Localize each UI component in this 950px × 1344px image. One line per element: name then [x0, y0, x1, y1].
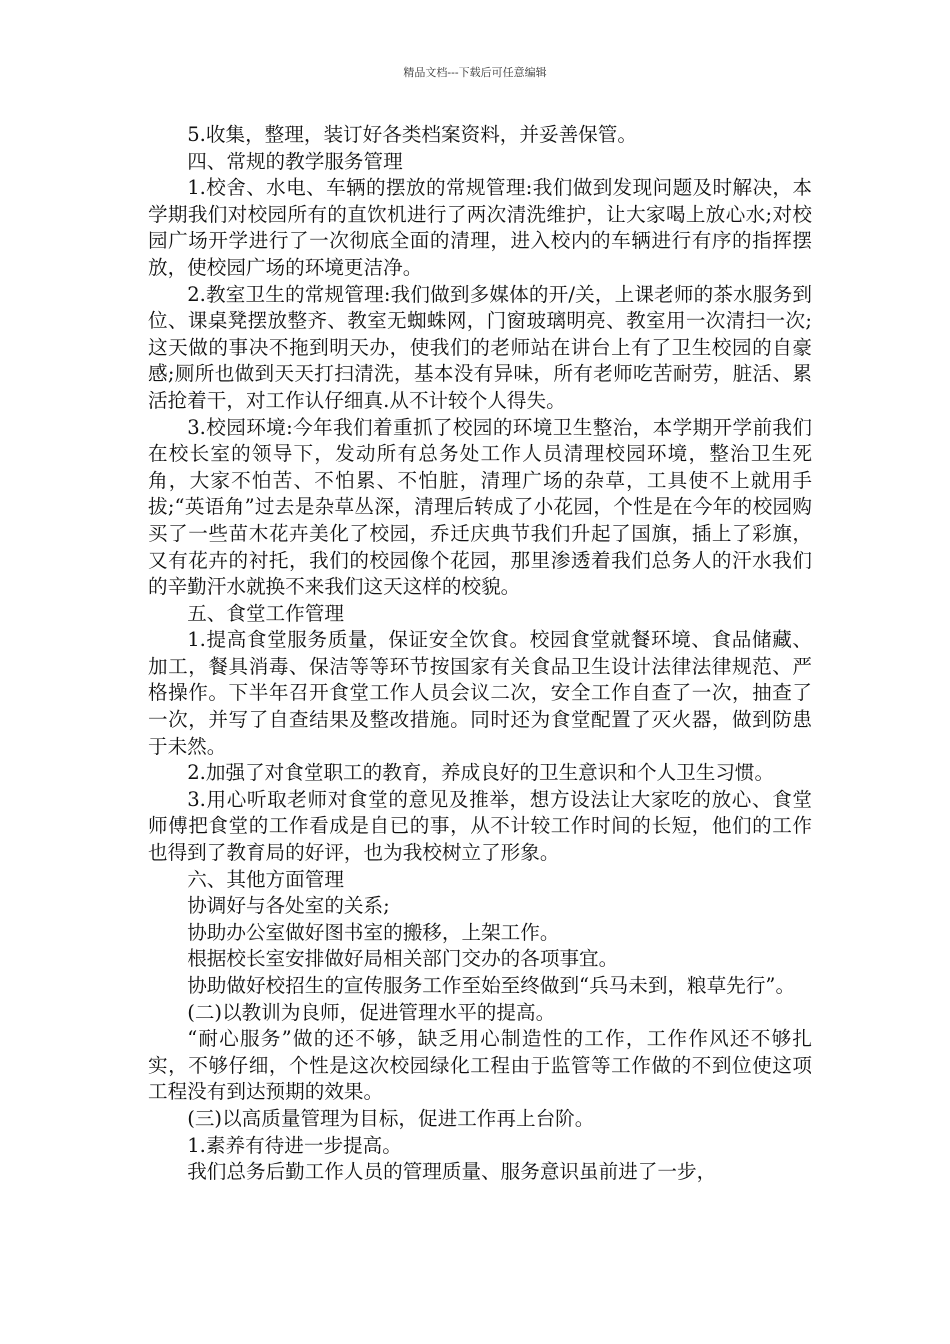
- section-heading-other: 六、其他方面管理: [187, 867, 344, 891]
- document-body: [148, 122, 812, 1186]
- paragraph-classroom-hygiene: 2.教室卫生的常规管理:我们做到多媒体的开/关，上课老师的茶水服务到位、课桌凳摆放整齐、教室无蜘蛛网，门窗玻璃明亮、教室用一次清扫一次;这天做的事决不拖到明天办，使我们的老师站在讲台上有了卫生校园的自豪感;厕所也做到天天打扫清洗，基本没有异味，所有老师吃苦耐劳，脏活、累活抢着干，对工作认仔细真.从不计较个人得失。: [148, 282, 812, 412]
- paragraph-staff-awareness: 我们总务后勤工作人员的管理质量、服务意识虽前进了一步，: [187, 1160, 717, 1184]
- paragraph-campus-environment: 3.校园环境:今年我们着重抓了校园的环境卫生整治，本学期开学前我们在校长室的领导下，发动所有总务处工作人员清理校园环境，整治卫生死角，大家不怕苦、不怕累、不怕脏，清理广场的杂草，工具使不上就用手拔;“英语角”过去是杂草丛深，清理后转成了小花园，个性是在今年的校园购买了一些苗木花卉美化了校园，乔迁庆典节我们升起了国旗，插上了彩旗，又有花卉的衬托，我们的校园像个花园，那里渗透着我们总务人的汗水我们的辛勤汗水就换不来我们这天这样的校貌。: [148, 415, 812, 599]
- paragraph-library-move: 协助办公室做好图书室的搬移，上架工作。: [187, 920, 560, 944]
- paragraph-canteen-feedback: 3.用心听取老师对食堂的意见及推举，想方设法让大家吃的放心、食堂师傅把食堂的工作看成是自已的事，从不计较工作时间的长短，他们的工作也得到了教育局的好评，也为我校树立了形象。: [148, 787, 812, 865]
- section-heading-teaching-service: 四、常规的教学服务管理: [187, 149, 403, 173]
- page-header: 精品文档---下载后可任意编辑: [403, 66, 547, 79]
- paragraph-archive-management: 5.收集，整理，装订好各类档案资料，并妥善保管。: [187, 123, 637, 146]
- paragraph-quality-improvement: 1.素养有待进一步提高。: [187, 1133, 402, 1157]
- paragraph-assigned-tasks: 根据校长室安排做好局相关部门交办的各项事宜。: [187, 947, 619, 971]
- paragraph-coordination: 协调好与各处室的关系;: [187, 894, 390, 918]
- paragraph-canteen-quality: 1.提高食堂服务质量，保证安全饮食。校园食堂就餐环境、食品储藏、加工，餐具消毒、保洁等等环节按国家有关食品卫生设计法律法律规范、严格操作。下半年召开食堂工作人员会议二次，安全工作自查了一次，抽查了一次，并写了自查结果及整改措施。同时还为食堂配置了灭火器，做到防患于未然。: [148, 628, 812, 758]
- section-heading-canteen: 五、食堂工作管理: [187, 601, 344, 625]
- paragraph-enrollment-support: 协助做好校招生的宣传服务工作至始至终做到“兵马未到，粮草先行”。: [187, 974, 796, 997]
- subsection-heading-quality-goal: (三)以高质量管理为目标，促进工作再上台阶。: [187, 1106, 595, 1130]
- subsection-heading-lessons: (二)以教训为良师，促进管理水平的提高。: [187, 1000, 556, 1024]
- paragraph-canteen-staff-education: 2.加强了对食堂职工的教育，养成良好的卫生意识和个人卫生习惯。: [187, 761, 775, 785]
- paragraph-service-shortcomings: “耐心服务”做的还不够，缺乏用心制造性的工作，工作作风还不够扎实，不够仔细，个性是这次校园绿化工程由于监管等工作做的不到位使这项工程没有到达预期的效果。: [148, 1027, 812, 1104]
- paragraph-facilities-management: 1.校舍、水电、车辆的摆放的常规管理:我们做到发现问题及时解决，本学期我们对校园所有的直饮机进行了两次清洗维护，让大家喝上放心水;对校园广场开学进行了一次彻底全面的清理，进入校内的车辆进行有序的指挥摆放，使校园广场的环境更洁净。: [148, 176, 812, 279]
